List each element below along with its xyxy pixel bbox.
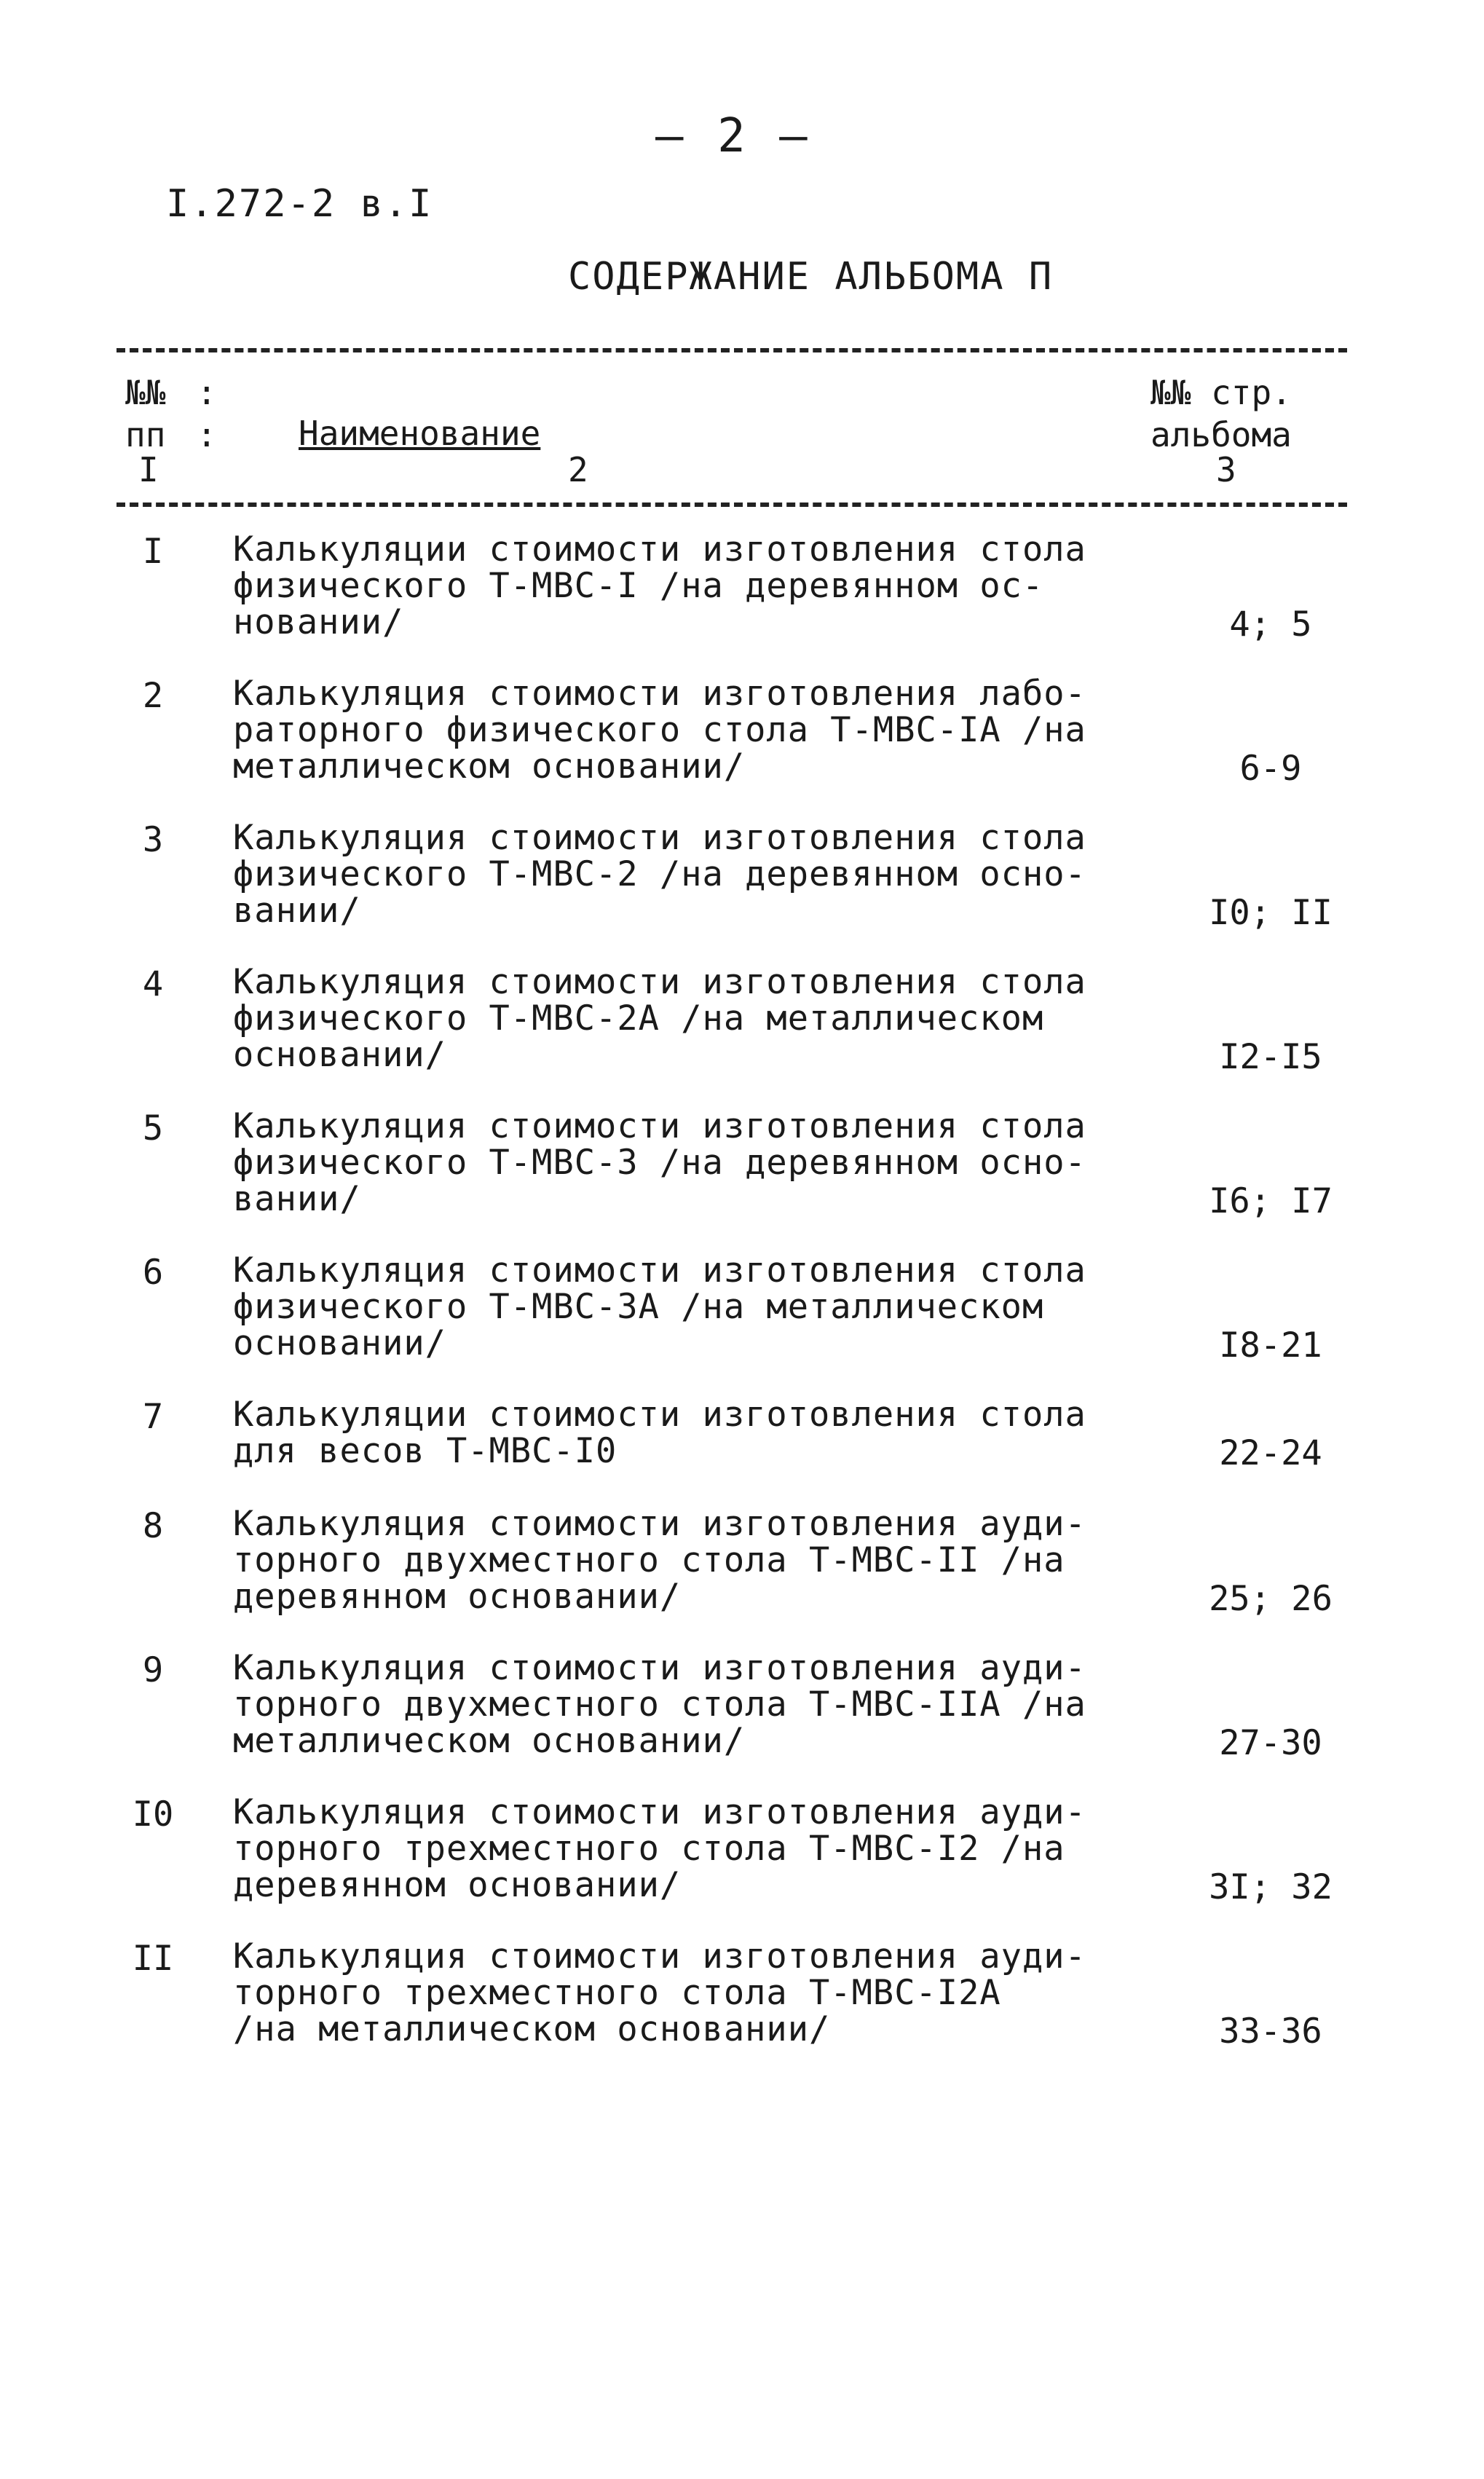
table-header	[117, 364, 1347, 495]
table-row	[117, 820, 1347, 964]
row-number: I	[142, 532, 164, 572]
header-bottom-rule	[117, 502, 1347, 507]
row-number: 9	[142, 1650, 164, 1690]
contents-table	[117, 529, 1347, 2083]
column-number-index: I	[138, 450, 159, 489]
row-pages: 3I; 32	[1209, 1867, 1333, 1907]
row-title: Калькуляция стоимости изготовления стола физического Т-МВС-2А /на металлическом основании/	[233, 962, 1086, 1075]
row-number: 7	[142, 1397, 164, 1437]
document-title: СОДЕРЖАНИЕ АЛЬБОМА П	[568, 255, 1054, 299]
header-top-rule	[117, 348, 1347, 352]
row-pages: 27-30	[1219, 1723, 1322, 1763]
table-row	[117, 676, 1347, 820]
row-number: 3	[142, 820, 164, 860]
table-row	[117, 1397, 1347, 1506]
row-pages: I8-21	[1219, 1325, 1322, 1365]
document-code: I.272-2 в.I	[166, 182, 433, 226]
column-number-label: №№ пп	[125, 373, 166, 454]
row-pages: 22-24	[1219, 1433, 1322, 1473]
row-pages: 25; 26	[1209, 1579, 1333, 1619]
row-number: II	[132, 1939, 174, 1979]
column-separator: : :	[197, 373, 217, 454]
row-title: Калькуляции стоимости изготовления стола для весов Т-МВС-I0	[233, 1395, 1086, 1471]
row-title: Калькуляция стоимости изготовления ауди- торного двухместного стола Т-МВС-II /на деревянном основании/	[233, 1504, 1086, 1617]
page-number: — 2 —	[655, 109, 810, 163]
column-name-label: Наименование	[299, 414, 541, 453]
row-title: Калькуляция стоимости изготовления стола физического Т-МВС-3А /на металлическом основании/	[233, 1250, 1086, 1363]
row-pages: I2-I5	[1219, 1037, 1322, 1077]
row-number: 4	[142, 964, 164, 1004]
table-row	[117, 964, 1347, 1108]
row-title: Калькуляция стоимости изготовления стола физического Т-МВС-3 /на деревянном осно- вании/	[233, 1106, 1086, 1219]
row-number: 5	[142, 1108, 164, 1148]
row-title: Калькуляции стоимости изготовления стола физического Т-МВС-I /на деревянном ос- новании/	[233, 529, 1086, 642]
table-row	[117, 1250, 1347, 1397]
column-pages-label: №№ стр. альбома	[1151, 373, 1292, 454]
row-title: Калькуляция стоимости изготовления ауди- торного двухместного стола Т-МВС-IIA /на металлическом основании/	[233, 1648, 1086, 1761]
row-title: Калькуляция стоимости изготовления ауди- торного трехместного стола Т-МВС-I2А /на металлическом основании/	[233, 1936, 1086, 2049]
row-pages: 4; 5	[1229, 604, 1312, 645]
table-row	[117, 1650, 1347, 1794]
table-row	[117, 1936, 1347, 2083]
row-title: Калькуляция стоимости изготовления ауди- торного трехместного стола Т-МВС-I2 /на деревянном основании/	[233, 1792, 1086, 1905]
row-number: I0	[132, 1794, 174, 1834]
row-pages: I0; II	[1209, 893, 1333, 933]
row-pages: 6-9	[1239, 749, 1302, 789]
table-row	[117, 1794, 1347, 1939]
row-title: Калькуляция стоимости изготовления стола физического Т-МВС-2 /на деревянном осно- вании/	[233, 818, 1086, 931]
table-row	[117, 1108, 1347, 1253]
row-number: 6	[142, 1253, 164, 1293]
table-row	[117, 529, 1347, 676]
row-number: 8	[142, 1506, 164, 1546]
row-number: 2	[142, 676, 164, 716]
row-pages: I6; I7	[1209, 1181, 1333, 1221]
row-pages: 33-36	[1219, 2011, 1322, 2052]
column-name-index: 2	[568, 450, 588, 489]
table-row	[117, 1506, 1347, 1650]
column-pages-index: 3	[1216, 450, 1236, 489]
row-title: Калькуляция стоимости изготовления лабо- раторного физического стола Т-МВС-IA /на металлическом основании/	[233, 674, 1086, 787]
